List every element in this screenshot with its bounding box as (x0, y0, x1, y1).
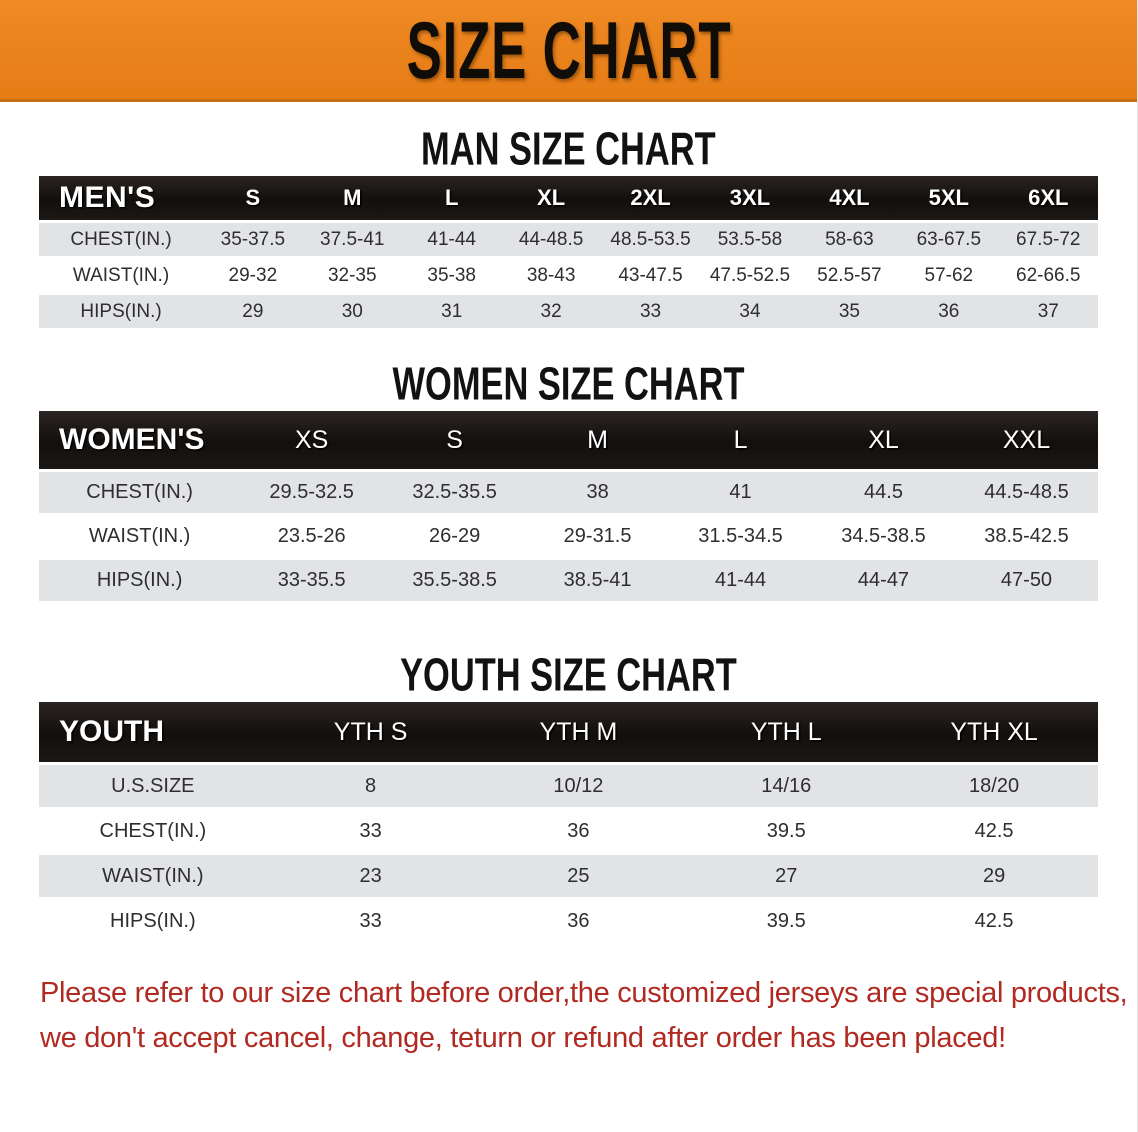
measurement-value: 10/12 (475, 765, 683, 807)
measurement-value: 23 (267, 855, 475, 897)
measurement-value: 35-37.5 (203, 223, 302, 256)
measurement-value: 42.5 (890, 810, 1098, 852)
measurement-value: 58-63 (800, 223, 899, 256)
measurement-value: 29-32 (203, 259, 302, 292)
measurement-value: 57-62 (899, 259, 998, 292)
measurement-value: 47.5-52.5 (700, 259, 799, 292)
measurement-value: 32-35 (303, 259, 402, 292)
table-header-row (39, 411, 1098, 469)
measurement-label: WAIST(IN.) (39, 855, 267, 897)
measurement-value: 52.5-57 (800, 259, 899, 292)
measurement-label: CHEST(IN.) (39, 223, 203, 256)
size-chart-banner (0, 0, 1137, 102)
measurement-row (39, 295, 1098, 328)
measurement-value: 39.5 (682, 900, 890, 942)
measurement-value: 41 (669, 472, 812, 513)
size-column-header: 4XL (800, 176, 899, 220)
measurement-value: 34 (700, 295, 799, 328)
youth-section-title-text: YOUTH SIZE CHART (400, 649, 737, 701)
measurement-row (39, 855, 1098, 897)
measurement-value: 39.5 (682, 810, 890, 852)
size-column-header: XL (501, 176, 600, 220)
measurement-label: CHEST(IN.) (39, 810, 267, 852)
disclaimer-line-1: Please refer to our size chart before order,the customized jerseys are special products, (40, 977, 1128, 1009)
youth-size-table (39, 699, 1098, 945)
order-disclaimer (40, 971, 1128, 1061)
measurement-value: 38-43 (501, 259, 600, 292)
table-header-row (39, 702, 1098, 762)
measurement-label: U.S.SIZE (39, 765, 267, 807)
men-section-title (0, 123, 1137, 175)
youth-size-section (0, 649, 1137, 945)
measurement-value: 44-48.5 (501, 223, 600, 256)
measurement-value: 33 (601, 295, 700, 328)
measurement-value: 35 (800, 295, 899, 328)
measurement-row (39, 810, 1098, 852)
measurement-value: 33 (267, 810, 475, 852)
measurement-value: 30 (303, 295, 402, 328)
measurement-value: 44.5-48.5 (955, 472, 1098, 513)
men-section-title-text: MAN SIZE CHART (421, 123, 716, 175)
size-column-header: S (383, 411, 526, 469)
size-column-header: YTH L (682, 702, 890, 762)
measurement-value: 36 (899, 295, 998, 328)
size-column-header: YTH XL (890, 702, 1098, 762)
measurement-value: 29 (203, 295, 302, 328)
measurement-value: 38 (526, 472, 669, 513)
measurement-value: 31 (402, 295, 501, 328)
disclaimer-line-2: we don't accept cancel, change, teturn or refund after order has been placed! (40, 1021, 1006, 1054)
measurement-value: 41-44 (669, 560, 812, 601)
table-header-label: YOUTH (39, 702, 267, 762)
measurement-value: 35.5-38.5 (383, 560, 526, 601)
women-size-table (39, 408, 1098, 604)
measurement-value: 48.5-53.5 (601, 223, 700, 256)
size-column-header: XXL (955, 411, 1098, 469)
women-section-title (0, 358, 1137, 410)
measurement-row (39, 516, 1098, 557)
measurement-value: 18/20 (890, 765, 1098, 807)
measurement-value: 23.5-26 (240, 516, 383, 557)
measurement-label: WAIST(IN.) (39, 516, 240, 557)
measurement-label: HIPS(IN.) (39, 560, 240, 601)
measurement-value: 47-50 (955, 560, 1098, 601)
measurement-value: 44-47 (812, 560, 955, 601)
size-column-header: S (203, 176, 302, 220)
measurement-value: 43-47.5 (601, 259, 700, 292)
measurement-row (39, 765, 1098, 807)
women-section-title-text: WOMEN SIZE CHART (392, 358, 745, 410)
measurement-row (39, 900, 1098, 942)
table-header-label: WOMEN'S (39, 411, 240, 469)
measurement-value: 36 (475, 810, 683, 852)
measurement-label: WAIST(IN.) (39, 259, 203, 292)
measurement-value: 63-67.5 (899, 223, 998, 256)
size-column-header: L (669, 411, 812, 469)
size-column-header: M (526, 411, 669, 469)
measurement-row (39, 223, 1098, 256)
measurement-value: 29.5-32.5 (240, 472, 383, 513)
measurement-value: 41-44 (402, 223, 501, 256)
banner-title: SIZE CHART (406, 4, 731, 95)
size-column-header: 2XL (601, 176, 700, 220)
measurement-value: 38.5-41 (526, 560, 669, 601)
size-column-header: 6XL (999, 176, 1098, 220)
measurement-value: 33 (267, 900, 475, 942)
measurement-value: 32 (501, 295, 600, 328)
measurement-value: 27 (682, 855, 890, 897)
measurement-value: 8 (267, 765, 475, 807)
measurement-value: 38.5-42.5 (955, 516, 1098, 557)
size-column-header: L (402, 176, 501, 220)
size-column-header: 3XL (700, 176, 799, 220)
measurement-value: 31.5-34.5 (669, 516, 812, 557)
size-column-header: XL (812, 411, 955, 469)
measurement-label: HIPS(IN.) (39, 295, 203, 328)
measurement-value: 14/16 (682, 765, 890, 807)
table-header-label: MEN'S (39, 176, 203, 220)
men-size-section (0, 123, 1137, 331)
measurement-row (39, 472, 1098, 513)
measurement-value: 37 (999, 295, 1098, 328)
youth-section-title (0, 649, 1137, 701)
measurement-value: 33-35.5 (240, 560, 383, 601)
measurement-value: 62-66.5 (999, 259, 1098, 292)
measurement-value: 29-31.5 (526, 516, 669, 557)
measurement-label: HIPS(IN.) (39, 900, 267, 942)
measurement-value: 36 (475, 900, 683, 942)
measurement-value: 37.5-41 (303, 223, 402, 256)
women-size-section (0, 358, 1137, 604)
measurement-row (39, 560, 1098, 601)
measurement-value: 26-29 (383, 516, 526, 557)
size-column-header: 5XL (899, 176, 998, 220)
measurement-value: 44.5 (812, 472, 955, 513)
measurement-value: 35-38 (402, 259, 501, 292)
table-header-row (39, 176, 1098, 220)
measurement-row (39, 259, 1098, 292)
measurement-value: 34.5-38.5 (812, 516, 955, 557)
size-column-header: YTH S (267, 702, 475, 762)
measurement-value: 53.5-58 (700, 223, 799, 256)
measurement-value: 29 (890, 855, 1098, 897)
measurement-label: CHEST(IN.) (39, 472, 240, 513)
size-column-header: XS (240, 411, 383, 469)
measurement-value: 32.5-35.5 (383, 472, 526, 513)
size-column-header: M (303, 176, 402, 220)
size-column-header: YTH M (475, 702, 683, 762)
measurement-value: 25 (475, 855, 683, 897)
men-size-table (39, 173, 1098, 331)
measurement-value: 67.5-72 (999, 223, 1098, 256)
measurement-value: 42.5 (890, 900, 1098, 942)
